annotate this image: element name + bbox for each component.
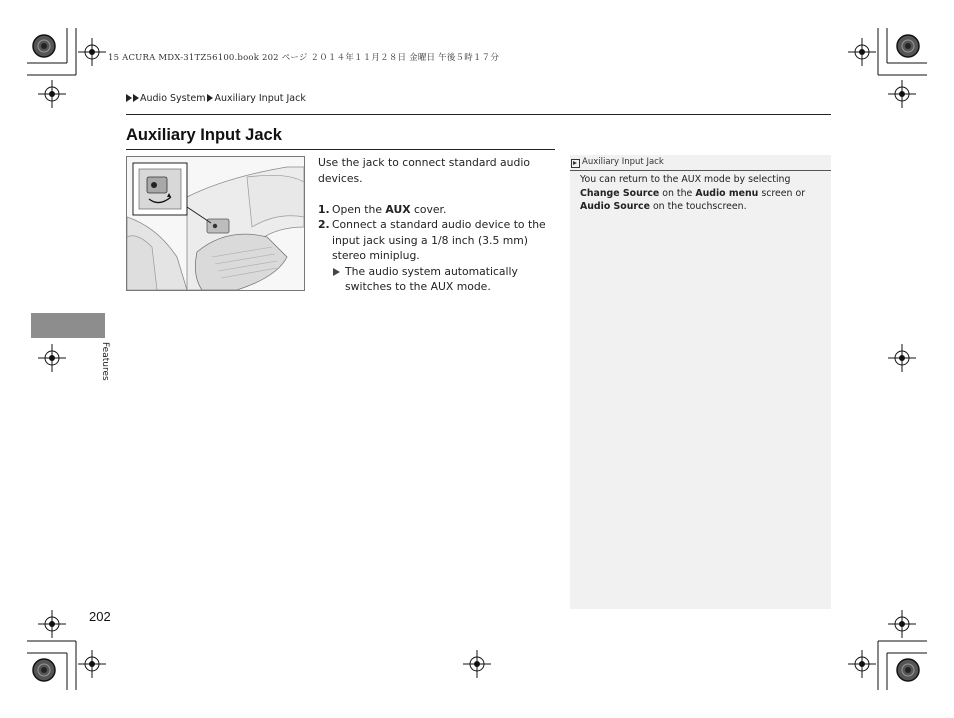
instructions — [318, 155, 558, 295]
step-number: 2. — [318, 218, 330, 231]
breadcrumb-arrow-icon — [133, 94, 139, 102]
page-title: Auxiliary Input Jack — [126, 126, 282, 144]
breadcrumb — [126, 93, 308, 104]
note-text: on the touchscreen. — [649, 201, 747, 212]
sub-note-text: The audio system automatically switches to the AUX mode. — [345, 264, 518, 293]
registration-mark-icon — [888, 344, 916, 372]
side-note — [570, 155, 831, 609]
registration-target-icon — [33, 35, 55, 57]
header-rule — [126, 114, 831, 115]
note-keyword: Change Source — [580, 187, 660, 199]
page-number: 202 — [89, 609, 111, 624]
registration-mark-icon — [848, 38, 876, 66]
registration-mark-icon — [78, 38, 106, 66]
breadcrumb-item-audio-system[interactable]: Audio System — [140, 93, 206, 104]
center-console-aux-jack-illustration — [126, 156, 305, 291]
registration-mark-icon — [38, 344, 66, 372]
intro-text: Use the jack to connect standard audio devices. — [318, 156, 530, 185]
step-text: Open the — [332, 202, 386, 216]
registration-target-icon — [33, 659, 55, 681]
title-rule — [126, 149, 555, 150]
note-text: screen or — [758, 187, 806, 199]
registration-mark-icon — [888, 80, 916, 108]
side-note-body — [580, 173, 820, 214]
registration-mark-icon — [848, 650, 876, 678]
registration-mark-icon — [38, 80, 66, 108]
registration-target-icon — [897, 659, 919, 681]
note-text: You can return to the AUX mode by selecting — [580, 174, 791, 185]
registration-mark-icon — [888, 610, 916, 638]
breadcrumb-arrow-icon — [207, 94, 213, 102]
step-text: cover. — [410, 202, 447, 216]
registration-mark-icon — [38, 610, 66, 638]
note-keyword: Audio Source — [580, 201, 650, 212]
note-keyword: Audio menu — [695, 187, 759, 199]
registration-target-icon — [897, 35, 919, 57]
side-note-header — [570, 155, 831, 171]
spacer — [318, 186, 558, 202]
registration-mark-icon — [463, 650, 491, 678]
section-tab — [31, 313, 105, 338]
step-2 — [318, 217, 558, 264]
step-number: 1. — [318, 202, 330, 216]
breadcrumb-arrow-icon — [126, 94, 132, 102]
result-arrow-icon — [333, 268, 340, 276]
note-text: on the — [659, 187, 696, 199]
step-keyword: AUX — [385, 202, 411, 216]
section-tab-label: Features — [100, 342, 110, 381]
side-note-title: Auxiliary Input Jack — [582, 157, 664, 167]
step-sub-note — [318, 264, 558, 295]
registration-mark-icon — [78, 650, 106, 678]
breadcrumb-item-aux-jack[interactable]: Auxiliary Input Jack — [214, 93, 306, 104]
print-header: 15 ACURA MDX-31TZ56100.book 202 ページ ２０１４年１１月２８日 金曜日 午後５時１７分 — [108, 53, 500, 63]
reference-icon — [571, 159, 580, 168]
step-1 — [318, 202, 558, 218]
step-text: Connect a standard audio device to the input jack using a 1/8 inch (3.5 mm) stereo miniplug. — [332, 218, 546, 262]
